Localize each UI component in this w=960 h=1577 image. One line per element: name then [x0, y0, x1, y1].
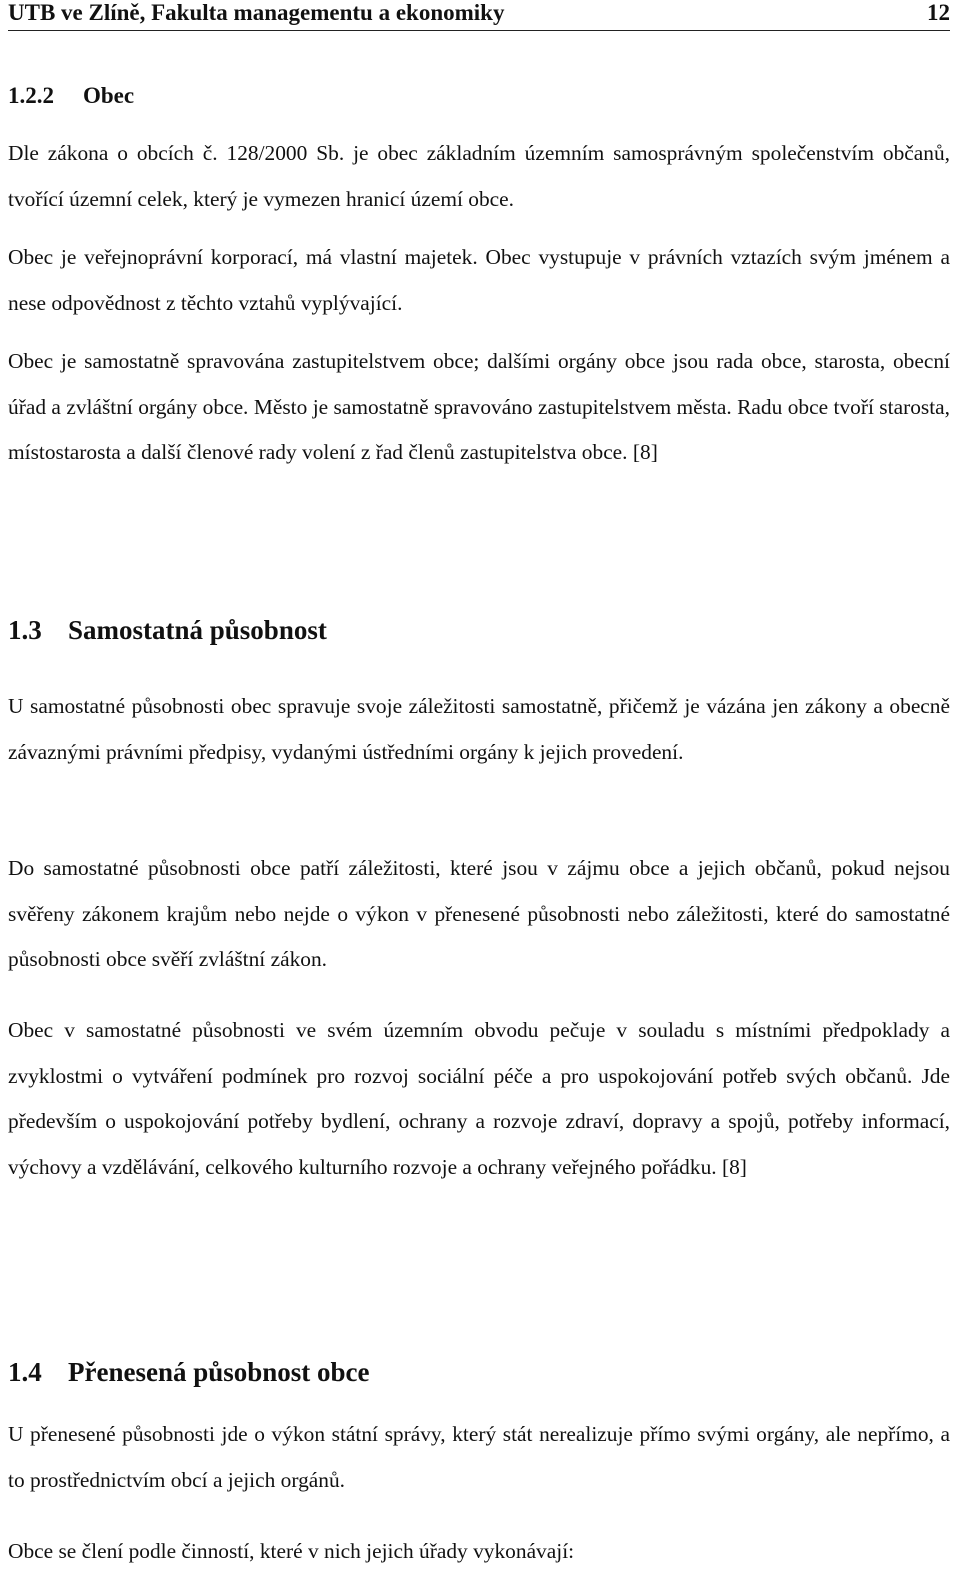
paragraph: Obce se člení podle činností, které v nich jejich úřady vykonávají:	[8, 1539, 575, 1563]
header-institution: UTB ve Zlíně, Fakulta managementu a ekonomiky	[8, 0, 505, 25]
section-number: 1.2.2	[8, 83, 54, 108]
paragraph: Obec v samostatné působnosti ve svém územním obvodu pečuje v souladu s místními předpoklady a zvyklostmi o vytváření podmínek pro rozvoj sociální péče a pro uspokojování potřeb svých občanů. Jde především o uspokojování potřeby bydlení, ochrany a rozvoje zdraví, dopravy a spojů, potřeby informací, výchovy a vzdělávání, celkového kulturního rozvoje a ochrany veřejného pořádku. [8]	[8, 1018, 950, 1179]
paragraph: U přenesené působnosti jde o výkon státní správy, který stát nerealizuje přímo svými orgány, ale nepřímo, a to prostřednictvím obcí a jejich orgánů.	[8, 1422, 950, 1492]
paragraph: Dle zákona o obcích č. 128/2000 Sb. je obec základním územním samosprávným společenstvím občanů, tvořící územní celek, který je vymezen hranicí území obce.	[8, 141, 950, 211]
paragraph: Obec je samostatně spravována zastupitelstvem obce; dalšími orgány obce jsou rada obce, starosta, obecní úřad a zvláštní orgány obce. Město je samostatně spravováno zastupitelstvem města. Radu obce tvoří starosta, místostarosta a další členové rady volení z řad členů zastupitelstva obce. [8]	[8, 349, 950, 464]
paragraph: Obec je veřejnoprávní korporací, má vlastní majetek. Obec vystupuje v právních vztazích svým jménem a nese odpovědnost z těchto vztahů vyplývající.	[8, 245, 950, 315]
running-header	[8, 0, 950, 31]
section-title: Přenesená působnost obce	[68, 1357, 370, 1387]
section-title: Samostatná působnost	[68, 615, 327, 645]
section-heading-1-2-2	[8, 82, 134, 110]
section-title: Obec	[83, 83, 135, 108]
section-heading-1-3	[8, 614, 327, 646]
section-heading-1-4	[8, 1356, 370, 1388]
section-number: 1.3	[8, 615, 42, 645]
paragraph: Do samostatné působnosti obce patří záležitosti, které jsou v zájmu obce a jejich občanů, pokud nejsou svěřeny zákonem krajům nebo nejde o výkon v přenesené působnosti nebo záležitosti, které do samostatné působnosti obce svěří zvláštní zákon.	[8, 856, 950, 971]
section-number: 1.4	[8, 1357, 42, 1387]
paragraph: U samostatné působnosti obec spravuje svoje záležitosti samostatně, přičemž je vázána jen zákony a obecně závaznými právními předpisy, vydanými ústředními orgány k jejich provedení.	[8, 694, 950, 764]
page-number: 12	[927, 0, 950, 25]
